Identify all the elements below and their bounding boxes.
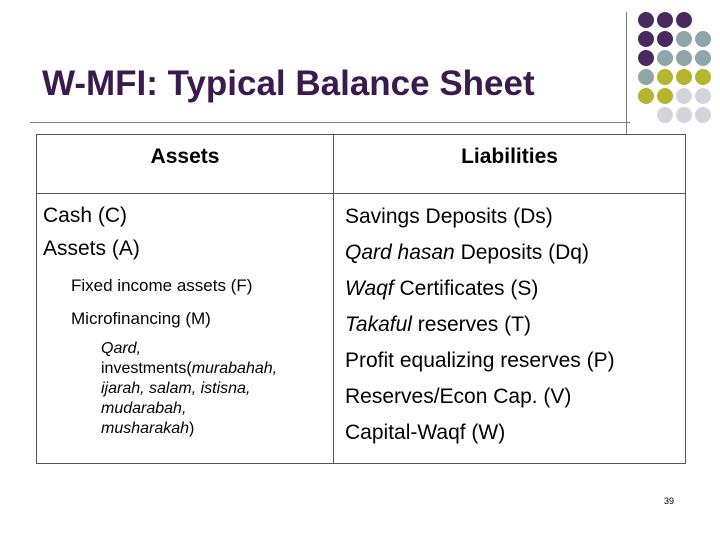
- liabilities-list: [345, 199, 615, 451]
- dot: [695, 107, 711, 123]
- waqf-term: Waqf: [345, 277, 394, 300]
- liability-takaful: [345, 307, 615, 343]
- dot: [657, 107, 673, 123]
- dot: [695, 88, 711, 104]
- dot: [695, 69, 711, 85]
- qard-hasan-term: Qard hasan: [345, 241, 455, 264]
- qard-hasan-rest: Deposits (Dq): [454, 241, 589, 264]
- slide-title: W-MFI: Typical Balance Sheet: [42, 64, 535, 103]
- dot: [657, 69, 673, 85]
- investments-prefix: investments(: [101, 360, 192, 377]
- header-separator: [37, 193, 685, 194]
- investments-suffix: ): [189, 420, 195, 437]
- column-separator: [333, 135, 334, 463]
- investments-line-4: [101, 399, 277, 419]
- dot: [676, 50, 692, 66]
- dot: [657, 88, 673, 104]
- dot: [695, 31, 711, 47]
- dot: [676, 88, 692, 104]
- page-number: 39: [664, 496, 675, 506]
- dot: [657, 31, 673, 47]
- dot: [676, 69, 692, 85]
- dot: [676, 31, 692, 47]
- takaful-rest: reserves (T): [411, 313, 531, 336]
- investments-line-3: [101, 379, 277, 399]
- investments-line-2: [101, 359, 277, 379]
- dot: [638, 50, 654, 66]
- balance-sheet-table: [36, 134, 686, 464]
- liability-capital-waqf: Capital-Waqf (W): [345, 421, 506, 444]
- liability-savings: Savings Deposits (Ds): [345, 205, 553, 228]
- asset-assets: Assets (A): [43, 237, 140, 260]
- title-underline: [30, 122, 630, 123]
- qard-term: Qard,: [101, 340, 142, 357]
- dot: [638, 69, 654, 85]
- investments-line-1: [101, 339, 277, 359]
- dot: [657, 12, 673, 28]
- vertical-divider: [626, 12, 627, 134]
- mudarabah-term: mudarabah,: [101, 400, 187, 417]
- liability-profit-equalizing: Profit equalizing reserves (P): [345, 349, 615, 372]
- liability-qard-hasan: [345, 235, 615, 271]
- liability-waqf: [345, 271, 615, 307]
- dot: [638, 12, 654, 28]
- dot: [695, 50, 711, 66]
- assets-header: Assets: [150, 145, 220, 168]
- musharakah-term: musharakah: [101, 420, 190, 437]
- ijarah-terms: ijarah, salam, istisna,: [101, 380, 251, 397]
- asset-fixed-income: Fixed income assets (F): [71, 276, 253, 295]
- asset-cash: Cash (C): [43, 204, 128, 227]
- dot: [638, 88, 654, 104]
- decorative-dot-grid: [638, 12, 718, 124]
- dot: [676, 107, 692, 123]
- asset-investments: [101, 339, 277, 439]
- murabahah-term: murabahah,: [191, 360, 278, 377]
- takaful-term: Takaful: [345, 313, 412, 336]
- liability-reserves: Reserves/Econ Cap. (V): [345, 385, 572, 408]
- investments-line-5: [101, 419, 277, 439]
- dot: [676, 12, 692, 28]
- liabilities-header: Liabilities: [461, 145, 558, 168]
- waqf-rest: Certificates (S): [393, 277, 539, 300]
- dot: [657, 50, 673, 66]
- dot: [638, 31, 654, 47]
- asset-microfinancing: Microfinancing (M): [71, 309, 211, 328]
